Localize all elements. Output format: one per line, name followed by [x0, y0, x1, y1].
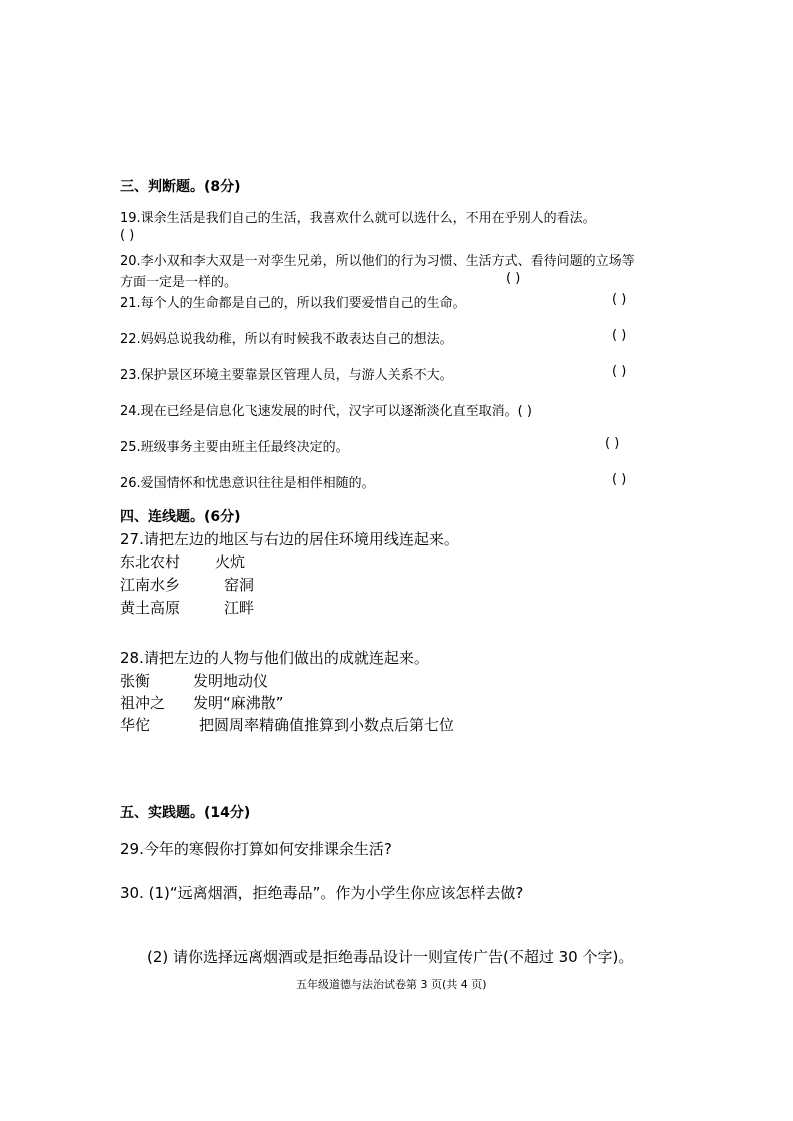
- section4-title: 四、连线题。(6分): [120, 509, 241, 525]
- q28-right-3: 把圆周率精确值推算到小数点后第七位: [199, 716, 455, 734]
- q28-right-1: 发明地动仪: [193, 672, 269, 690]
- q27-left-3: 黄土高原: [120, 599, 181, 617]
- q28-left-2: 祖冲之: [120, 694, 166, 712]
- question-26: 26.爱国情怀和忧患意识往往是相伴相随的。: [120, 476, 375, 491]
- question-23: 23.保护景区环境主要靠景区管理人员，与游人关系不大。: [120, 368, 453, 383]
- question-24: 24.现在已经是信息化飞速发展的时代，汉字可以逐渐淡化直至取消。( ): [120, 404, 532, 419]
- question-21: 21.每个人的生命都是自己的，所以我们要爱惜自己的生命。: [120, 296, 466, 311]
- question-25: 25.班级事务主要由班主任最终决定的。: [120, 440, 349, 455]
- section5-title: 五、实践题。(14分): [120, 805, 251, 821]
- question-20-line1: 20.李小双和李大双是一对孪生兄弟，所以他们的行为习惯、生活方式、看待问题的立场等: [120, 254, 635, 269]
- q27-left-1: 东北农村: [120, 553, 181, 571]
- question-30-part1: 30. (1)“远离烟酒，拒绝毒品”。作为小学生你应该怎样去做?: [120, 884, 524, 902]
- question-27: 27.请把左边的地区与右边的居住环境用线连起来。: [120, 530, 459, 548]
- answer-paren-19: ( ): [120, 228, 135, 243]
- answer-paren-26: ( ): [612, 472, 627, 487]
- section3-title: 三、判断题。(8分): [120, 179, 241, 195]
- question-30-part2: (2) 请你选择远离烟酒或是拒绝毒品设计一则宣传广告(不超过 30 个字)。: [147, 948, 634, 966]
- page-footer: 五年级道德与法治试卷第 3 页(共 4 页): [296, 978, 487, 991]
- answer-paren-22: ( ): [612, 328, 627, 343]
- answer-paren-20: ( ): [506, 271, 521, 286]
- q28-right-2: 发明“麻沸散”: [193, 694, 284, 712]
- answer-paren-21: ( ): [612, 292, 627, 307]
- question-20-line2: 方面一定是一样的。: [120, 275, 238, 290]
- question-22: 22.妈妈总说我幼稚，所以有时候我不敢表达自己的想法。: [120, 332, 453, 347]
- q28-left-3: 华佗: [120, 716, 151, 734]
- q27-right-1: 火炕: [215, 553, 246, 571]
- question-19: 19.课余生活是我们自己的生活，我喜欢什么就可以选什么，不用在乎别人的看法。: [120, 211, 596, 226]
- q27-right-3: 江畔: [224, 599, 255, 617]
- answer-paren-23: ( ): [612, 364, 627, 379]
- question-28: 28.请把左边的人物与他们做出的成就连起来。: [120, 649, 429, 667]
- q27-left-2: 江南水乡: [120, 576, 181, 594]
- q27-right-2: 窑洞: [224, 576, 255, 594]
- q28-left-1: 张衡: [120, 672, 151, 690]
- question-29: 29.今年的寒假你打算如何安排课余生活?: [120, 840, 392, 858]
- answer-paren-25: ( ): [605, 436, 620, 451]
